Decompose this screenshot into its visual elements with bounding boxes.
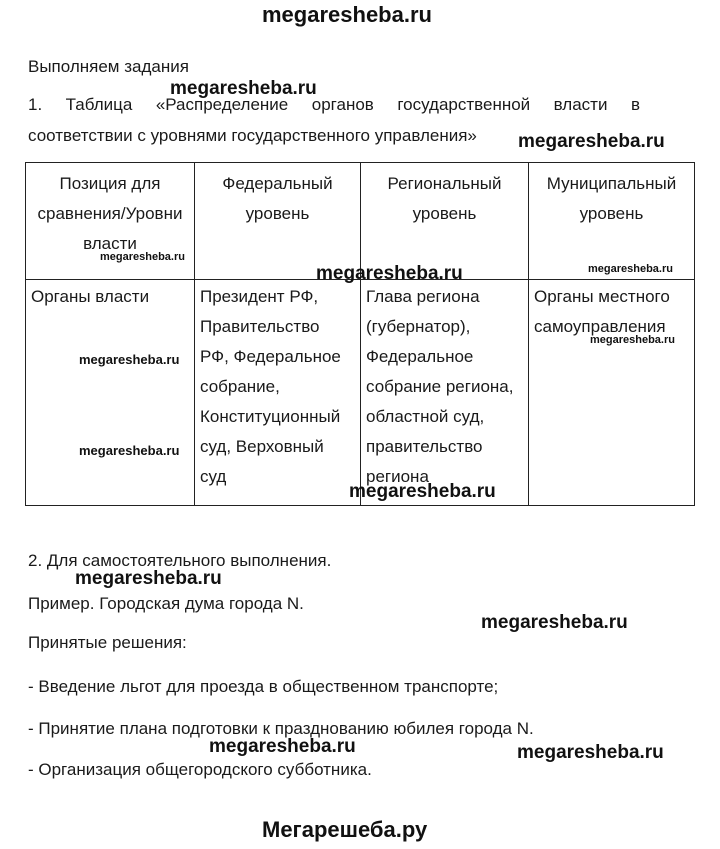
watermark: megaresheba.ru [75, 568, 222, 589]
section-title: Выполняем задания [28, 57, 189, 76]
watermark: megaresheba.ru [518, 131, 665, 152]
task1-line1 [28, 95, 640, 115]
watermark: megaresheba.ru [170, 78, 317, 99]
watermark: megaresheba.ru [517, 742, 664, 763]
decision-item: - Принятие плана подготовки к празднованию юбилея города N. [28, 719, 534, 738]
watermark: megaresheba.ru [79, 443, 180, 458]
word: Таблица [65, 95, 133, 114]
decisions-label: Принятые решения: [28, 633, 187, 652]
watermark-top: megaresheba.ru [262, 2, 432, 27]
word: органов [311, 95, 374, 114]
watermark-bottom-brand: Мегарешеба.ру [262, 817, 428, 842]
header-cell-position: Позиция для сравнения/Уровни власти [26, 163, 195, 280]
watermark: megaresheba.ru [590, 334, 675, 346]
table-row [26, 280, 695, 506]
decision-item: - Организация общегородского субботника. [28, 760, 372, 779]
row-cell-federal: Президент РФ, Правительство РФ, Федеральное собрание, Конституционный суд, Верховный суд [195, 280, 361, 506]
word: в [630, 95, 640, 114]
decision-item: - Введение льгот для проезда в общественном транспорте; [28, 677, 499, 696]
watermark: megaresheba.ru [481, 612, 628, 633]
word: власти [553, 95, 608, 114]
row-cell-municipal: Органы местного самоуправления [529, 280, 695, 506]
word: «Распределение [155, 95, 289, 114]
watermark: megaresheba.ru [588, 263, 673, 275]
header-cell-federal: Федеральный уровень [195, 163, 361, 280]
row-cell-label: Органы власти [26, 280, 195, 506]
header-cell-regional: Региональный уровень [361, 163, 529, 280]
header-cell-municipal: Муниципальный уровень [529, 163, 695, 280]
watermark: megaresheba.ru [100, 251, 185, 263]
word: государственной [397, 95, 531, 114]
watermark: megaresheba.ru [316, 263, 463, 284]
task2-title: 2. Для самостоятельного выполнения. [28, 551, 332, 570]
watermark: megaresheba.ru [349, 481, 496, 502]
task1-line2: соответствии с уровнями государственного управления» [28, 126, 477, 145]
task2-example: Пример. Городская дума города N. [28, 594, 304, 613]
word: 1. [28, 95, 43, 114]
watermark: megaresheba.ru [209, 736, 356, 757]
watermark: megaresheba.ru [79, 352, 180, 367]
row-cell-regional: Глава региона (губернатор), Федеральное собрание региона, областной суд, правительство региона [361, 280, 529, 506]
